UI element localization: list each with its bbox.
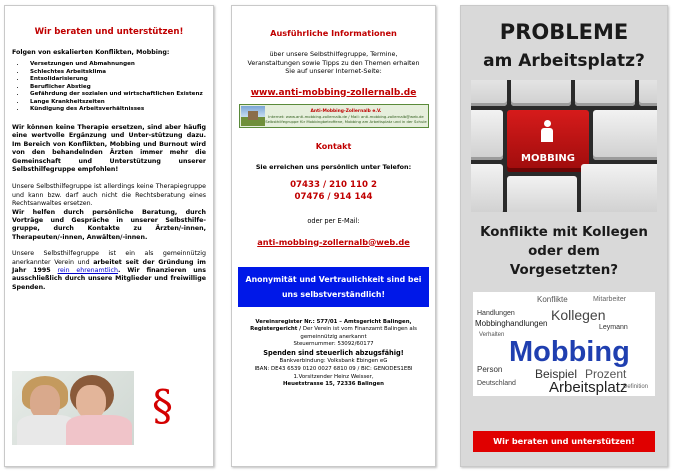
cloud-word: Person: [477, 365, 503, 374]
info-heading: Ausführliche Informationen: [270, 28, 397, 38]
cover-title: PROBLEME: [499, 20, 629, 44]
list-item: • Kündigung des Arbeitsverhältnisses: [26, 106, 206, 114]
support-bar: Wir beraten und unterstützen!: [473, 431, 655, 452]
email-link[interactable]: anti-mobbing-zollernalb@web.de: [257, 236, 410, 247]
reach-text: Sie erreichen uns persönlich unter Telefon:: [255, 162, 412, 171]
therapy-paragraph: Wir können keine Therapie ersetzen, sind aber häufig eine wertvolle Ergänzung und Unter-stützung dazu. Im Bereich von Konflikten, Mobbing und Burnout wird von den behandelnden Ärzten immer mehr die Gemeinschaft und Unterstützung unserer Selbsthilfegruppe empfohlen!: [12, 123, 206, 173]
question-line: Vorgesetzten?: [509, 263, 619, 278]
person-icon: [541, 120, 553, 144]
bank-text: Bankverbindung: Volksbank Ebingen eG: [279, 358, 388, 365]
cloud-word: Mobbinghandlungen: [475, 319, 548, 328]
consequences-intro: Folgen von eskalierten Konflikten, Mobbing:: [12, 49, 170, 56]
club-banner: [239, 104, 429, 128]
iban-text: IBAN: DE43 6539 0120 0027 6810 09 / BIC: GENODES1EBI: [254, 366, 413, 373]
question-line: oder dem: [528, 244, 600, 259]
chair-text: 1.Vorsitzender Heinz Weisser,: [293, 373, 374, 380]
list-item: • Beruflicher Abstieg: [26, 84, 206, 92]
phone-number[interactable]: 07433 / 210 110 2: [290, 179, 377, 190]
list-item: • Gefährdung der sozialen und wirtschaftlichen Existenz: [26, 91, 206, 99]
middle-panel: [231, 5, 436, 467]
keyboard-image: [471, 80, 657, 212]
word-cloud: [473, 292, 655, 396]
paragraph-symbol-icon: §: [152, 381, 173, 430]
cloud-word: Beispiel: [535, 367, 578, 381]
nonprofit-text: Unsere Selbsthilfegruppe ist ein als gemeinnützig anerkannter Verein und: [12, 250, 206, 266]
cover-subtitle: am Arbeitsplatz?: [483, 51, 645, 71]
funding-text: . Wir finanzieren uns ausschließlich durch unsere Mitglieder und freiwillige Spenden.: [12, 267, 206, 291]
cloud-word: Deutschland: [477, 380, 516, 387]
no-therapy-paragraph: Unsere Selbsthilfegruppe ist allerdings keine Therapiegruppe und kann bzw. darf auch nicht die Rechtsberatung eines Rechtsanwaltes ersetzen.: [12, 183, 206, 208]
email-label: oder per E-Mail:: [307, 216, 360, 225]
register-text: Vereinsregister Nr.: 577/01 – Amtsgericht Balingen, Registergericht /: [250, 318, 412, 333]
register-text-b: Der Verein ist vom Finanzamt Balingen als gemeinnützig anerkannt: [300, 326, 417, 340]
confidentiality-box: Anonymität und Vertraulichkeit sind bei uns selbstverständlich!: [238, 267, 429, 307]
mobbing-key: [507, 110, 589, 172]
list-item: • Entsolidarisierung: [26, 76, 206, 84]
help-paragraph: Wir helfen durch persönliche Beratung, durch Vorträge und Gespräche in unserer Selbsthilfe-gruppe, durch Kontakte zu Ärzten/-innen, Therapeuten/-innen, Anwälten/-innen.: [12, 208, 206, 241]
cloud-word: Leymann: [599, 324, 628, 331]
banner-line: Selbsthilfegruppe für Mobbingbetroffene, Mobbing am Arbeitsplatz und in der Schule: [265, 118, 427, 124]
volunteer-link[interactable]: rein ehrenamtlich: [57, 267, 119, 274]
banner-title: Anti-Mobbing-Zollernalb e.V.: [310, 108, 382, 114]
phone-number[interactable]: 07476 / 914 144: [294, 191, 373, 202]
mobbing-key-label: MOBBING: [521, 153, 575, 164]
cloud-word: Mobbing: [509, 336, 630, 368]
legal-info: [232, 319, 435, 389]
cloud-word: Handlungen: [477, 310, 515, 317]
donations-text: Spenden sind steuerlich abzugsfähig!: [263, 348, 404, 357]
contact-heading: Kontakt: [315, 141, 352, 151]
cloud-word: Verhalten: [479, 332, 505, 338]
tax-number: Steuernummer: 53092/60177: [293, 341, 374, 348]
cloud-word: Arbeitsplatz: [549, 379, 628, 396]
list-item: • Versetzungen und Abmahnungen: [26, 61, 206, 69]
list-item: • Lange Krankheitszeiten: [26, 99, 206, 107]
panel1-heading: Wir beraten und unterstützen!: [34, 27, 184, 37]
question-line: Konflikte mit Kollegen: [480, 225, 648, 240]
info-intro: über unsere Selbsthilfegruppe, Termine, Veranstaltungen sowie Tipps zu den Themen erhalten Sie auf unserer Internet-Seite:: [247, 50, 420, 75]
conflict-question: [461, 223, 667, 280]
castle-logo-icon: [241, 106, 265, 126]
cloud-word: Prozent: [585, 367, 627, 381]
cloud-word: Definition: [623, 384, 649, 390]
cloud-word: Konflikte: [537, 295, 568, 304]
counseling-photo: [12, 371, 134, 445]
nonprofit-text-bold: arbeitet seit der Gründung im Jahr 1995: [12, 258, 206, 274]
cover-panel: [460, 5, 668, 467]
consequences-list: [12, 61, 206, 114]
cloud-word: Mitarbeiter: [593, 296, 627, 303]
website-link[interactable]: www.anti-mobbing-zollernalb.de: [250, 87, 417, 98]
nonprofit-paragraph: [12, 250, 206, 292]
banner-line: Internet: www.anti-mobbing-zollernalb.de / Mail: anti-mobbing-zollernalb@web.de: [268, 113, 424, 119]
cloud-word: Kollegen: [551, 307, 606, 323]
address-text: Heuetstrasse 15, 72336 Balingen: [283, 381, 384, 388]
list-item: • Schlechtes Arbeitsklima: [26, 69, 206, 77]
